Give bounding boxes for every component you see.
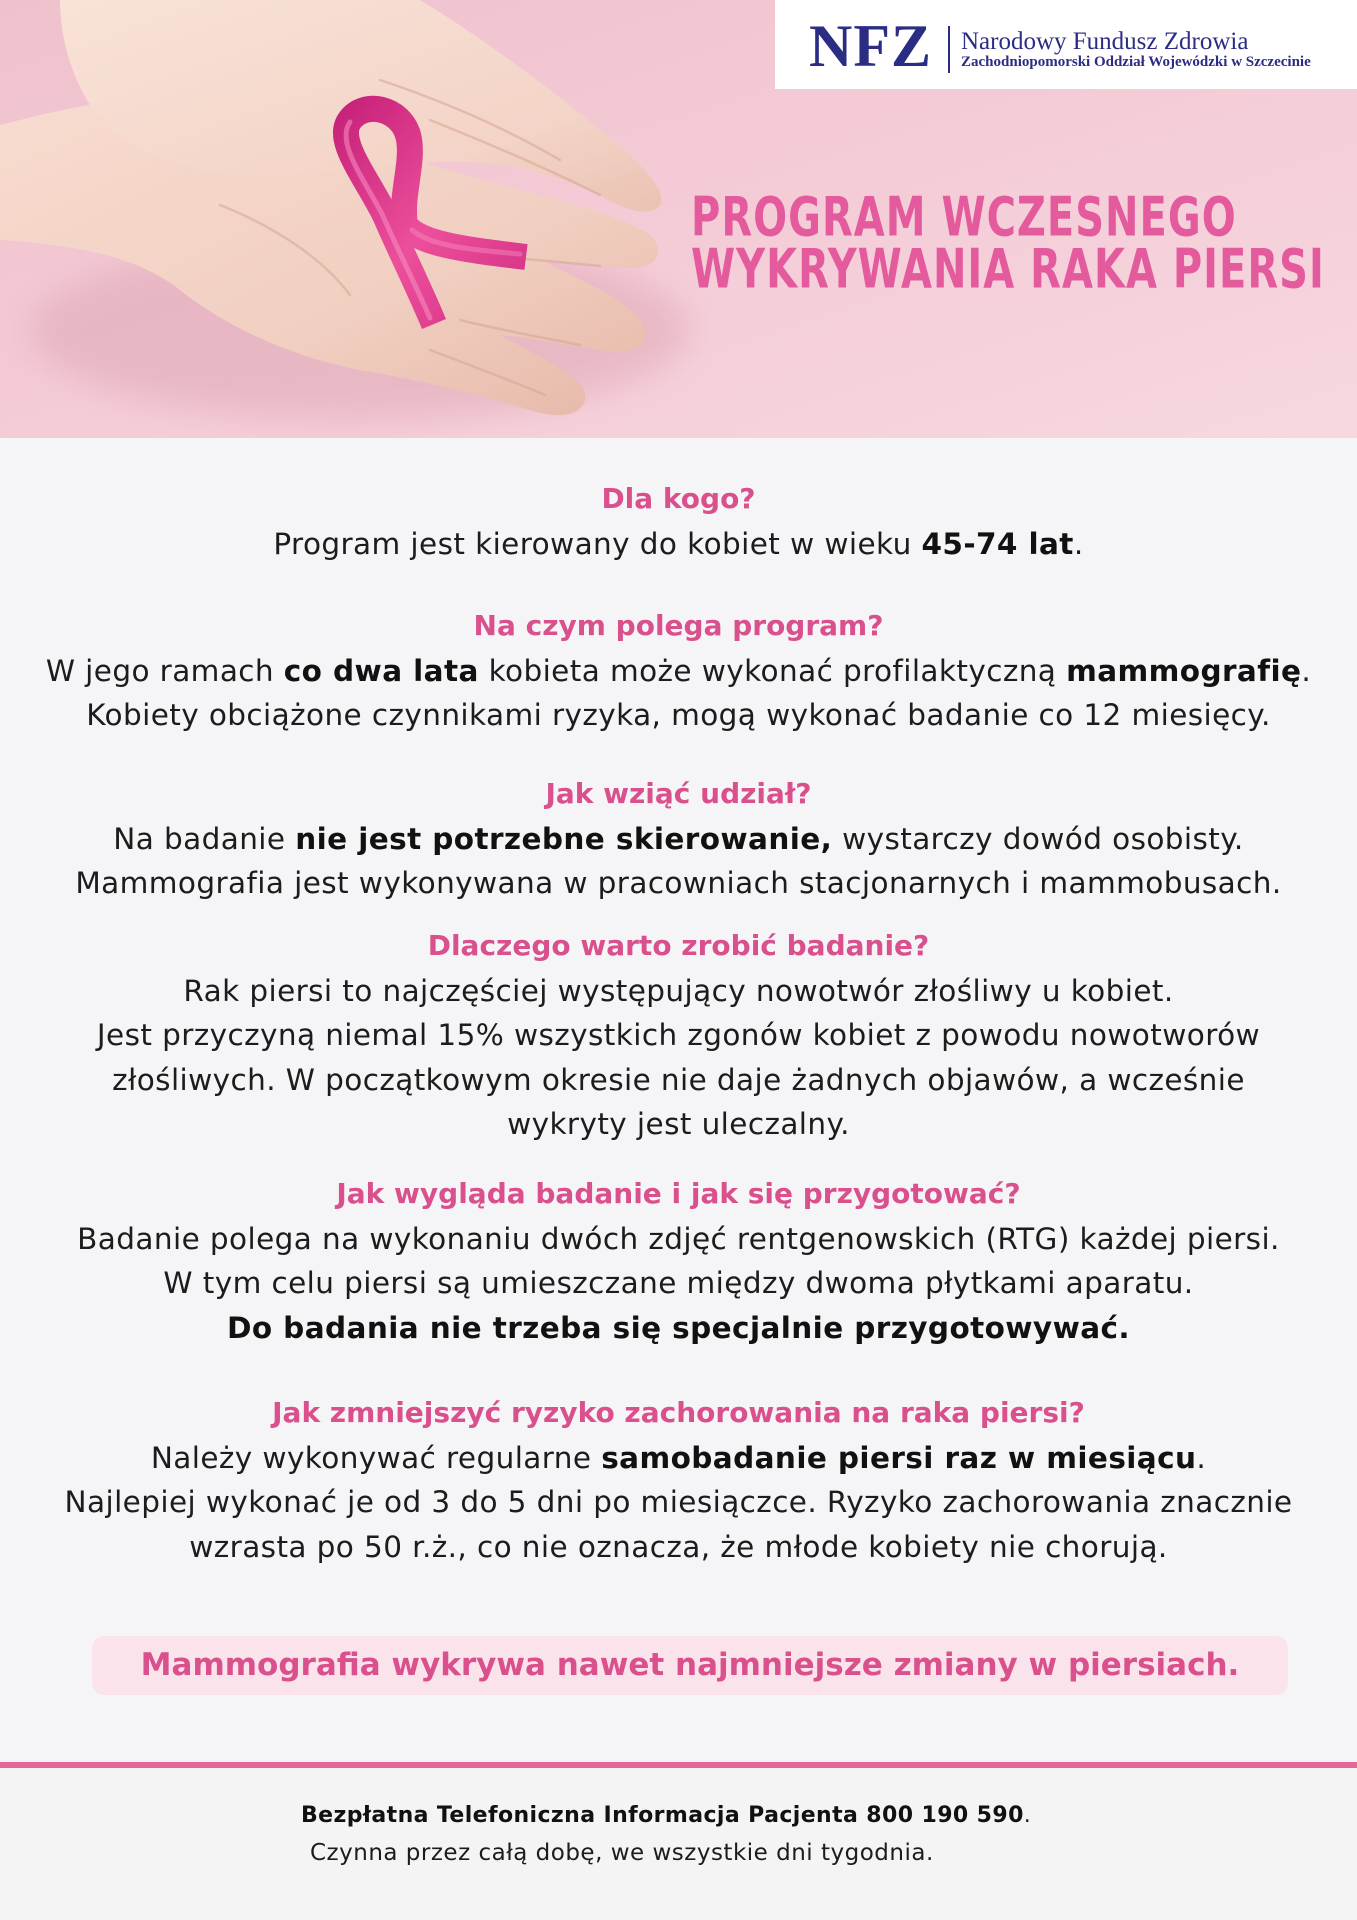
emphasis-segment: nie jest potrzebne skierowanie,	[295, 821, 833, 856]
highlight-text: Mammografia wykrywa nawet najmniejsze zmiany w piersiach.	[140, 1647, 1240, 1683]
nfz-logo-mark: NFZ	[809, 13, 932, 79]
hotline-text: Bezpłatna Telefoniczna Informacja Pacjenta 800 190 590	[301, 1803, 1024, 1828]
page-title-line-1: PROGRAM WCZESNEGO	[691, 186, 1237, 250]
text-segment: Mammografia jest wykonywana w pracowniach stacjonarnych i mammobusach.	[75, 866, 1282, 900]
body-line	[0, 649, 1357, 694]
section-exam-preparation	[0, 1172, 1357, 1350]
body-line	[0, 1261, 1357, 1306]
section-heading: Jak wygląda badanie i jak się przygotować?	[336, 1177, 1021, 1210]
footer	[0, 1768, 1357, 1920]
section-heading: Jak wziąć udział?	[545, 777, 812, 810]
hotline-info	[301, 1798, 1031, 1834]
body-line	[0, 969, 1357, 1014]
text-segment: wzrasta po 50 r.ż., co nie oznacza, że młode kobiety nie chorują.	[189, 1529, 1168, 1564]
body-line	[0, 1102, 1357, 1147]
highlight-banner	[92, 1636, 1288, 1695]
text-segment: wystarczy dowód osobisty.	[832, 821, 1244, 856]
emphasis-segment: Do badania nie trzeba się specjalnie przygotowywać.	[226, 1310, 1131, 1345]
body-line	[0, 1480, 1357, 1525]
emphasis-segment: samobadanie piersi raz w miesiącu	[601, 1440, 1197, 1475]
text-segment: Należy wykonywać regularne	[150, 1440, 602, 1475]
emphasis-segment: mammografię	[1066, 653, 1302, 688]
nfz-logo	[775, 0, 1357, 89]
section-how-to-participate	[0, 772, 1357, 906]
logo-separator	[948, 26, 950, 73]
hotline-period: .	[1023, 1803, 1032, 1828]
text-segment: .	[1301, 653, 1312, 688]
section-heading: Na czym polega program?	[473, 609, 884, 642]
body-line	[0, 1013, 1357, 1058]
text-segment: Kobiety obciążone czynnikami ryzyka, mogą wykonać badanie co 12 miesięcy.	[86, 698, 1271, 732]
hotline-hours: Czynna przez całą dobę, we wszystkie dni tygodnia.	[310, 1840, 934, 1866]
text-segment: Program jest kierowany do kobiet w wieku	[273, 526, 922, 561]
body-line	[0, 1306, 1357, 1351]
nfz-logo-branch: Zachodniopomorski Oddział Wojewódzki w Szczecinie	[961, 54, 1311, 70]
body-line	[0, 522, 1357, 567]
body-line	[0, 1525, 1357, 1570]
section-target-group	[0, 477, 1357, 566]
page-title-line-2: WYKRYWANIA RAKA PIERSI	[691, 238, 1325, 302]
body-line	[0, 1058, 1357, 1103]
section-heading: Dla kogo?	[601, 482, 756, 515]
header-banner	[0, 0, 1357, 438]
nfz-logo-name: Narodowy Fundusz Zdrowia	[961, 28, 1249, 55]
emphasis-segment: co dwa lata	[283, 653, 479, 688]
text-segment: .	[1073, 526, 1084, 561]
text-segment: W jego ramach	[45, 653, 284, 688]
text-segment: Jest przyczyną niemal 15% wszystkich zgonów kobiet z powodu nowotworów	[96, 1018, 1261, 1052]
body-line	[0, 693, 1357, 738]
text-segment: Na badanie	[113, 821, 296, 856]
text-segment: Badanie polega na wykonaniu dwóch zdjęć rentgenowskich (RTG) każdej piersi.	[77, 1221, 1280, 1256]
text-segment: W tym celu piersi są umieszczane między dwoma płytkami aparatu.	[163, 1266, 1194, 1300]
emphasis-segment: 45-74 lat	[921, 526, 1074, 561]
section-program-description	[0, 604, 1357, 738]
section-heading: Dlaczego warto zrobić badanie?	[427, 929, 930, 962]
text-segment: kobieta może wykonać profilaktyczną	[478, 653, 1067, 688]
text-segment: złośliwych. W początkowym okresie nie daje żadnych objawów, a wcześnie	[112, 1062, 1245, 1097]
section-why-screening	[0, 924, 1357, 1147]
text-segment: Najlepiej wykonać je od 3 do 5 dni po miesiączce. Ryzyko zachorowania znacznie	[64, 1485, 1293, 1519]
text-segment: .	[1196, 1440, 1207, 1475]
body-line	[0, 1217, 1357, 1262]
body-line	[0, 1436, 1357, 1481]
text-segment: Rak piersi to najczęściej występujący nowotwór złośliwy u kobiet.	[183, 973, 1174, 1008]
body-line	[0, 817, 1357, 862]
section-heading: Jak zmniejszyć ryzyko zachorowania na raka piersi?	[272, 1396, 1085, 1429]
section-risk-reduction	[0, 1391, 1357, 1569]
body-line	[0, 861, 1357, 906]
text-segment: wykryty jest uleczalny.	[507, 1107, 850, 1141]
